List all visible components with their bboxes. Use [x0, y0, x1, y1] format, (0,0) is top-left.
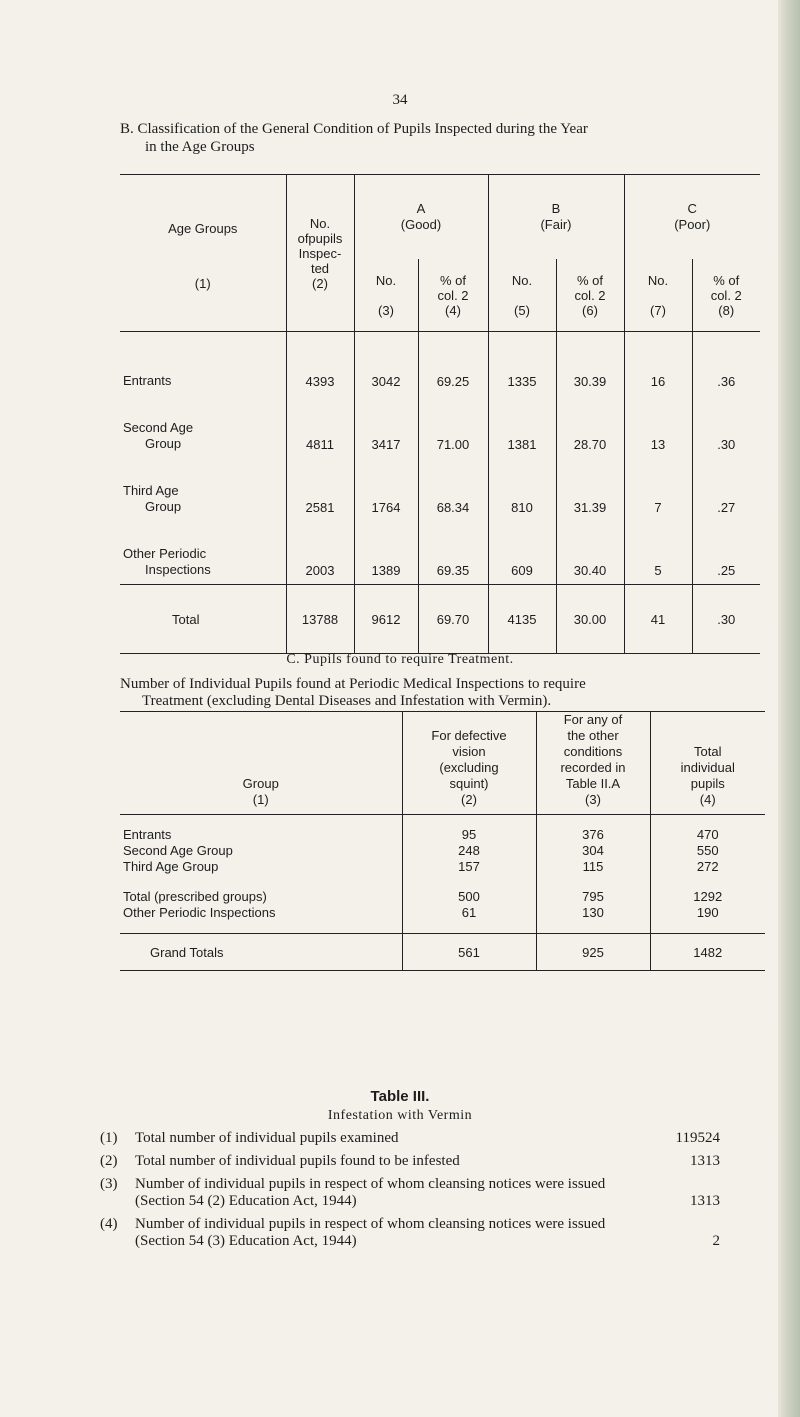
- item-number: (1): [100, 1130, 118, 1146]
- table-cell: 30.40: [556, 521, 624, 585]
- column-header: [650, 712, 765, 815]
- header-text: Group: [242, 776, 279, 791]
- header-text: recorded in: [560, 760, 626, 775]
- table-cell: 795: [536, 875, 650, 905]
- table-cell: 500: [402, 875, 536, 905]
- header-c-pct: [692, 259, 760, 332]
- header-text: individual: [680, 760, 735, 775]
- header-text: conditions: [563, 744, 623, 759]
- table-cell: 248: [402, 843, 536, 859]
- header-b-pct: [556, 259, 624, 332]
- row-label-line: Inspections: [145, 562, 211, 577]
- header-text: No.: [511, 272, 533, 288]
- table-cell: 810: [488, 458, 556, 521]
- table-cell: 561: [402, 934, 536, 971]
- table-cell: 30.00: [556, 585, 624, 654]
- table-cell: 1482: [650, 934, 765, 971]
- table-row: [120, 859, 765, 875]
- table-cell: 2003: [286, 521, 354, 585]
- table-cell: 304: [536, 843, 650, 859]
- header-text: Total: [694, 744, 722, 759]
- grand-total-row: [120, 934, 765, 971]
- table-row: [120, 843, 765, 859]
- row-label-line: Group: [145, 436, 182, 451]
- treatment-table: [120, 711, 765, 971]
- item-text: Number of individual pupils in respect of whom cleansing notices were issued (Section 54 (3) Education Act, 1944): [135, 1216, 606, 1249]
- item-text: Total number of individual pupils found to be infested: [135, 1153, 460, 1169]
- list-item: [100, 1216, 720, 1250]
- section-b-caption: [120, 120, 720, 156]
- table-cell: 130: [536, 905, 650, 921]
- header-text: C: [687, 201, 697, 216]
- table-row: [120, 458, 760, 521]
- table-cell: .25: [692, 521, 760, 585]
- header-text: ofpupils: [297, 230, 343, 246]
- table-row: [120, 815, 765, 844]
- page-number: 34: [392, 92, 408, 108]
- row-label: Other Periodic Inspections: [123, 905, 276, 920]
- table-cell: 16: [624, 332, 692, 396]
- table-cell: .30: [692, 585, 760, 654]
- table-cell: 71.00: [418, 395, 488, 458]
- table-cell: .27: [692, 458, 760, 521]
- table-cell: 550: [650, 843, 765, 859]
- header-text: For any of: [563, 712, 623, 727]
- row-label: [120, 521, 286, 585]
- total-row: [120, 585, 760, 654]
- header-text: Age Groups: [168, 221, 238, 236]
- item-text: Number of individual pupils in respect of whom cleansing notices were issued (Section 54 (2) Education Act, 1944): [135, 1176, 606, 1209]
- header-num: (4): [445, 302, 461, 318]
- row-label: Second Age Group: [123, 843, 233, 858]
- header-text: col. 2: [710, 287, 742, 303]
- table-cell: 4135: [488, 585, 556, 654]
- header-text: ted: [310, 260, 330, 276]
- table-cell: 157: [402, 859, 536, 875]
- header-text: (Poor): [674, 217, 711, 232]
- row-label: [120, 395, 286, 458]
- table-cell: 272: [650, 859, 765, 875]
- row-label: Total: [120, 585, 286, 654]
- header-group-a: [354, 175, 488, 260]
- header-text: B: [551, 201, 561, 216]
- header-text: (Good): [400, 217, 442, 232]
- header-num: (4): [699, 792, 716, 807]
- table-cell: 68.34: [418, 458, 488, 521]
- page-edge-shadow: [778, 0, 800, 1417]
- table-cell: 190: [650, 905, 765, 921]
- header-text: A: [416, 201, 426, 216]
- table-cell: 1381: [488, 395, 556, 458]
- row-label-line: Entrants: [123, 373, 172, 388]
- header-text: % of: [576, 272, 603, 288]
- item-number: (4): [100, 1216, 118, 1232]
- header-num: (2): [312, 275, 328, 291]
- table-cell: 376: [536, 815, 650, 844]
- row-label-line: Third Age: [123, 483, 179, 498]
- item-value: 1313: [690, 1193, 720, 1209]
- table-iii-title: Table III.: [370, 1088, 430, 1105]
- paragraph-line: Number of Individual Pupils found at Periodic Medical Inspections to require: [120, 676, 586, 692]
- paragraph-line: Treatment (excluding Dental Diseases and Infestation with Vermin).: [142, 693, 552, 709]
- table-cell: 13788: [286, 585, 354, 654]
- header-text: Inspec-: [298, 245, 342, 261]
- header-num: (2): [461, 792, 477, 807]
- table-cell: 1389: [354, 521, 418, 585]
- table-cell: 5: [624, 521, 692, 585]
- header-a-pct: [418, 259, 488, 332]
- header-num: (3): [378, 302, 394, 318]
- header-a-no: [354, 259, 418, 332]
- header-c-no: [624, 259, 692, 332]
- table-cell: 69.70: [418, 585, 488, 654]
- list-item: [100, 1176, 720, 1210]
- header-text: No.: [647, 272, 669, 288]
- table-cell: 3042: [354, 332, 418, 396]
- table-row: [120, 332, 760, 396]
- header-num: (1): [252, 792, 269, 807]
- table-cell: 4811: [286, 395, 354, 458]
- header-text: No.: [375, 272, 397, 288]
- header-text: For defective: [431, 728, 507, 743]
- table-row: [120, 395, 760, 458]
- list-item: [100, 1130, 720, 1147]
- list-item: [100, 1153, 720, 1170]
- header-age-groups: [120, 175, 286, 332]
- header-num: (3): [585, 792, 601, 807]
- header-text: (excluding: [439, 760, 499, 775]
- infestation-list: [100, 1130, 720, 1256]
- row-label-line: Second Age: [123, 420, 194, 435]
- item-value: 1313: [690, 1153, 720, 1169]
- item-value: 119524: [675, 1130, 720, 1146]
- spacer-cell: [536, 921, 650, 934]
- table-cell: 1335: [488, 332, 556, 396]
- table-cell: 28.70: [556, 395, 624, 458]
- item-text: Total number of individual pupils examined: [135, 1130, 399, 1146]
- table-cell: .36: [692, 332, 760, 396]
- header-num: (8): [718, 302, 735, 318]
- caption-line: B. Classification of the General Condition of Pupils Inspected during the Year: [120, 121, 588, 137]
- section-c-paragraph: [120, 676, 780, 710]
- spacer-cell: [402, 921, 536, 934]
- row-label: Entrants: [123, 827, 172, 842]
- item-value: 2: [712, 1233, 720, 1249]
- spacer-row: [120, 921, 765, 934]
- row-label-line: Group: [145, 499, 182, 514]
- row-label-line: Other Periodic: [123, 546, 207, 561]
- row-label: Total (prescribed groups): [123, 889, 267, 904]
- section-c-heading: C. Pupils found to require Treatment.: [286, 652, 514, 667]
- general-condition-table: [120, 174, 760, 654]
- table-cell: .30: [692, 395, 760, 458]
- column-header: [536, 712, 650, 815]
- header-text: (Fair): [540, 217, 572, 232]
- table-cell: 31.39: [556, 458, 624, 521]
- table-cell: 470: [650, 815, 765, 844]
- spacer-cell: [650, 921, 765, 934]
- table-cell: 7: [624, 458, 692, 521]
- header-text: col. 2: [437, 287, 469, 303]
- table-cell: 95: [402, 815, 536, 844]
- row-label: [120, 458, 286, 521]
- header-num: (1): [194, 276, 211, 291]
- header-group-b: [488, 175, 624, 260]
- table-cell: 69.25: [418, 332, 488, 396]
- table-row: [120, 875, 765, 905]
- table-cell: 925: [536, 934, 650, 971]
- header-text: Table II.A: [565, 776, 621, 791]
- item-number: (3): [100, 1176, 118, 1192]
- header-group-c: [624, 175, 760, 260]
- table-cell: 3417: [354, 395, 418, 458]
- table-cell: 609: [488, 521, 556, 585]
- header-b-no: [488, 259, 556, 332]
- header-pupils-inspected: [286, 175, 354, 332]
- table-cell: 9612: [354, 585, 418, 654]
- table-row: [120, 521, 760, 585]
- table-row: [120, 905, 765, 921]
- table-cell: 13: [624, 395, 692, 458]
- column-header: [402, 712, 536, 815]
- table-cell: 1764: [354, 458, 418, 521]
- header-text: the other: [567, 728, 619, 743]
- table-cell: 4393: [286, 332, 354, 396]
- row-label: Grand Totals: [120, 934, 402, 971]
- row-label: [120, 332, 286, 396]
- table-cell: 115: [536, 859, 650, 875]
- column-header: [120, 712, 402, 815]
- header-text: pupils: [690, 776, 725, 791]
- row-label: Third Age Group: [123, 859, 219, 874]
- header-num: (6): [582, 302, 598, 318]
- table-cell: 69.35: [418, 521, 488, 585]
- item-number: (2): [100, 1153, 118, 1169]
- table-cell: 2581: [286, 458, 354, 521]
- header-text: % of: [713, 272, 740, 288]
- table-iii-subtitle: Infestation with Vermin: [327, 1108, 473, 1123]
- header-text: squint): [449, 776, 489, 791]
- header-num: (5): [514, 302, 530, 318]
- header-text: No.: [309, 215, 331, 231]
- caption-line: in the Age Groups: [145, 139, 255, 155]
- header-num: (7): [650, 302, 666, 318]
- header-text: % of: [439, 272, 466, 288]
- table-cell: 1292: [650, 875, 765, 905]
- table-cell: 61: [402, 905, 536, 921]
- spacer-cell: [120, 921, 402, 934]
- header-text: vision: [452, 744, 486, 759]
- table-cell: 30.39: [556, 332, 624, 396]
- table-cell: 41: [624, 585, 692, 654]
- header-text: col. 2: [574, 287, 606, 303]
